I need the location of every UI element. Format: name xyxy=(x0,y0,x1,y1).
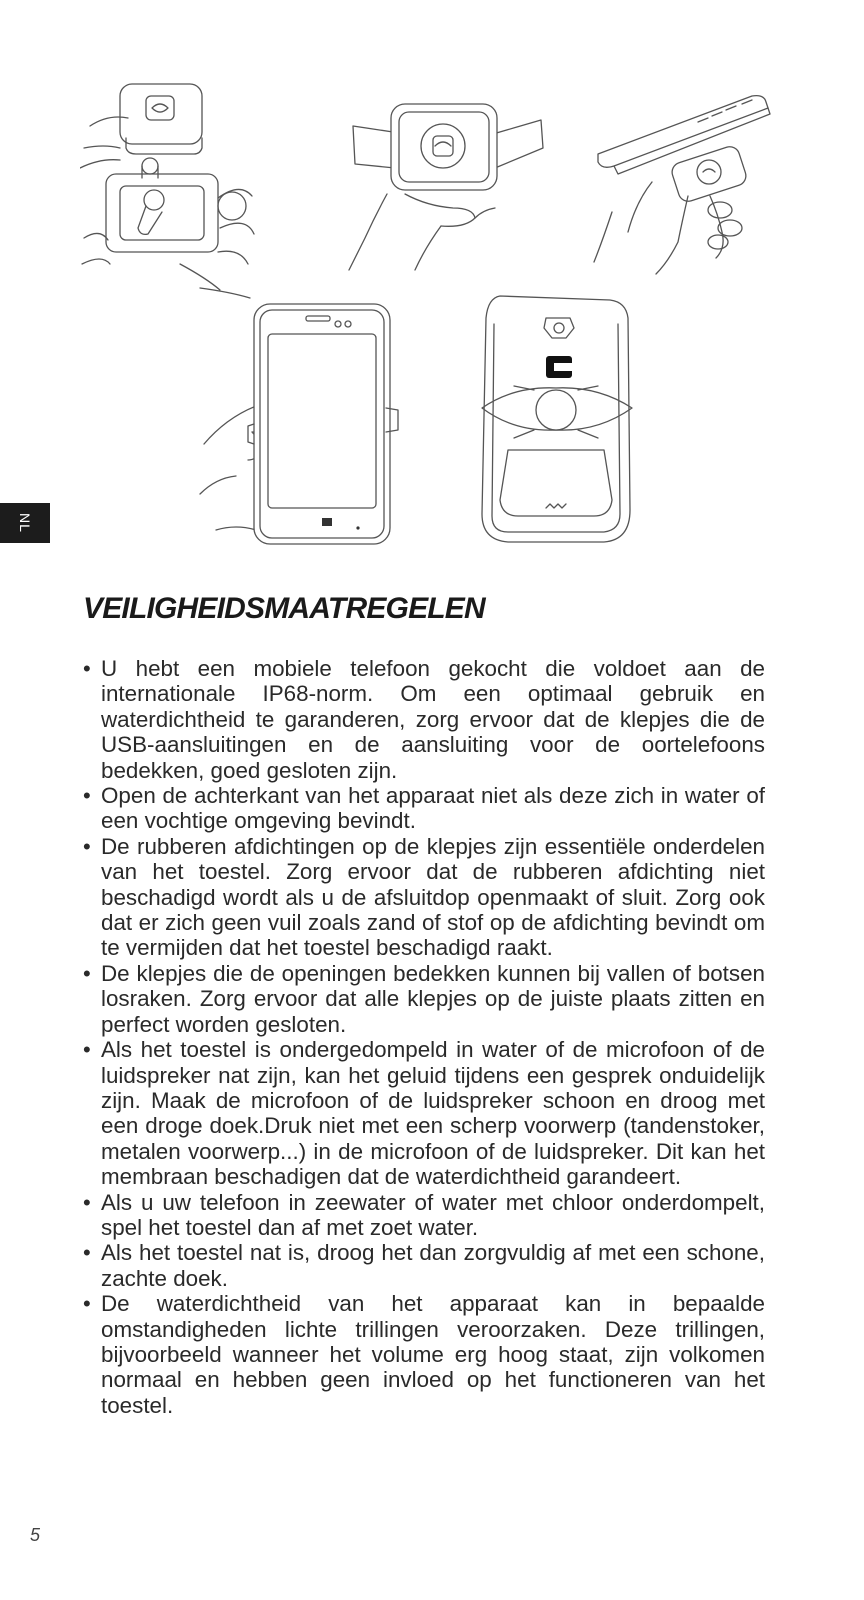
list-item-text: Als het toestel is ondergedompeld in water of de microfoon of de luidspreker nat zijn, kan het geluid tijdens een gesprek onduidelijk zijn. Maak de microfoon of de luidspreker schoon en droog met een droge doek.Druk niet met een scherp voorwerp (tandenstoker, metalen voorwerp...) in de microfoon of de luidspreker. Dit kan het membraan beschadigen dat de waterdichtheid garandeert. xyxy=(101,1037,765,1190)
mounting-illustrations xyxy=(0,0,864,560)
list-item-text: De klepjes die de openingen bedekken kunnen bij vallen of botsen losraken. Zorg ervoor dat alle klepjes op de juiste plaats zitten en perfect worden gesloten. xyxy=(101,960,765,1037)
safety-list xyxy=(83,656,765,1418)
bullet-icon: • xyxy=(83,656,91,681)
list-item-text: Open de achterkant van het apparaat niet als deze zich in water of een vochtige omgeving bevindt. xyxy=(101,783,765,834)
phone-mount-illustration xyxy=(592,92,772,277)
list-item-text: De rubberen afdichtingen op de klepjes zijn essentiële onderdelen van het toestel. Zorg ervoor dat de rubberen afdichting niet beschadigd wordt als u de afsluitdop openmaakt of sluit. Zorg ook dat er zich geen vuil zoals zand of stof op de afdichting bevindt om te vermijden dat het toestel beschadigd raakt. xyxy=(101,833,765,961)
page-number: 5 xyxy=(30,1525,41,1545)
bullet-icon: • xyxy=(83,1189,91,1215)
mount-plate-illustration xyxy=(80,78,255,300)
armband-illustration xyxy=(345,98,550,273)
list-item xyxy=(83,834,765,961)
list-item xyxy=(83,1291,765,1418)
phone-front-illustration xyxy=(196,298,406,550)
list-item xyxy=(83,656,765,783)
bullet-icon: • xyxy=(83,1240,91,1266)
list-item-text: De waterdichtheid van het apparaat kan in bepaalde omstandigheden lichte trillingen veroorzaken. Deze trillingen, bijvoorbeeld wanneer het volume erg hoog staat, zijn volkomen normaal en hebben geen invloed op het functioneren van het toestel. xyxy=(101,1291,765,1418)
list-item-text: Als u uw telefoon in zeewater of water met chloor onderdompelt, spel het toestel dan af met zoet water. xyxy=(101,1189,765,1240)
list-item xyxy=(83,961,765,1037)
list-item xyxy=(83,1190,765,1241)
list-item-text: U hebt een mobiele telefoon gekocht die voldoet aan de internationale IP68-norm. Om een optimaal gebruik en waterdichtheid te garanderen, zorg ervoor dat de klepjes die de USB-aansluitingen en de aansluiting voor de oortelefoons bedekken, goed gesloten zijn. xyxy=(101,656,765,783)
bullet-icon: • xyxy=(83,783,91,809)
bullet-icon: • xyxy=(83,833,91,859)
phone-back-illustration xyxy=(474,290,640,550)
section-title: VEILIGHEIDSMAATREGELEN xyxy=(83,592,485,625)
language-tab xyxy=(0,503,50,543)
list-item xyxy=(83,1037,765,1189)
bullet-icon: • xyxy=(83,1291,91,1317)
bullet-icon: • xyxy=(83,960,91,986)
list-item xyxy=(83,1240,765,1291)
bullet-icon: • xyxy=(83,1037,91,1063)
list-item-text: Als het toestel nat is, droog het dan zorgvuldig af met een schone, zachte doek. xyxy=(101,1240,765,1291)
language-code: NL xyxy=(17,513,33,533)
list-item xyxy=(83,783,765,834)
